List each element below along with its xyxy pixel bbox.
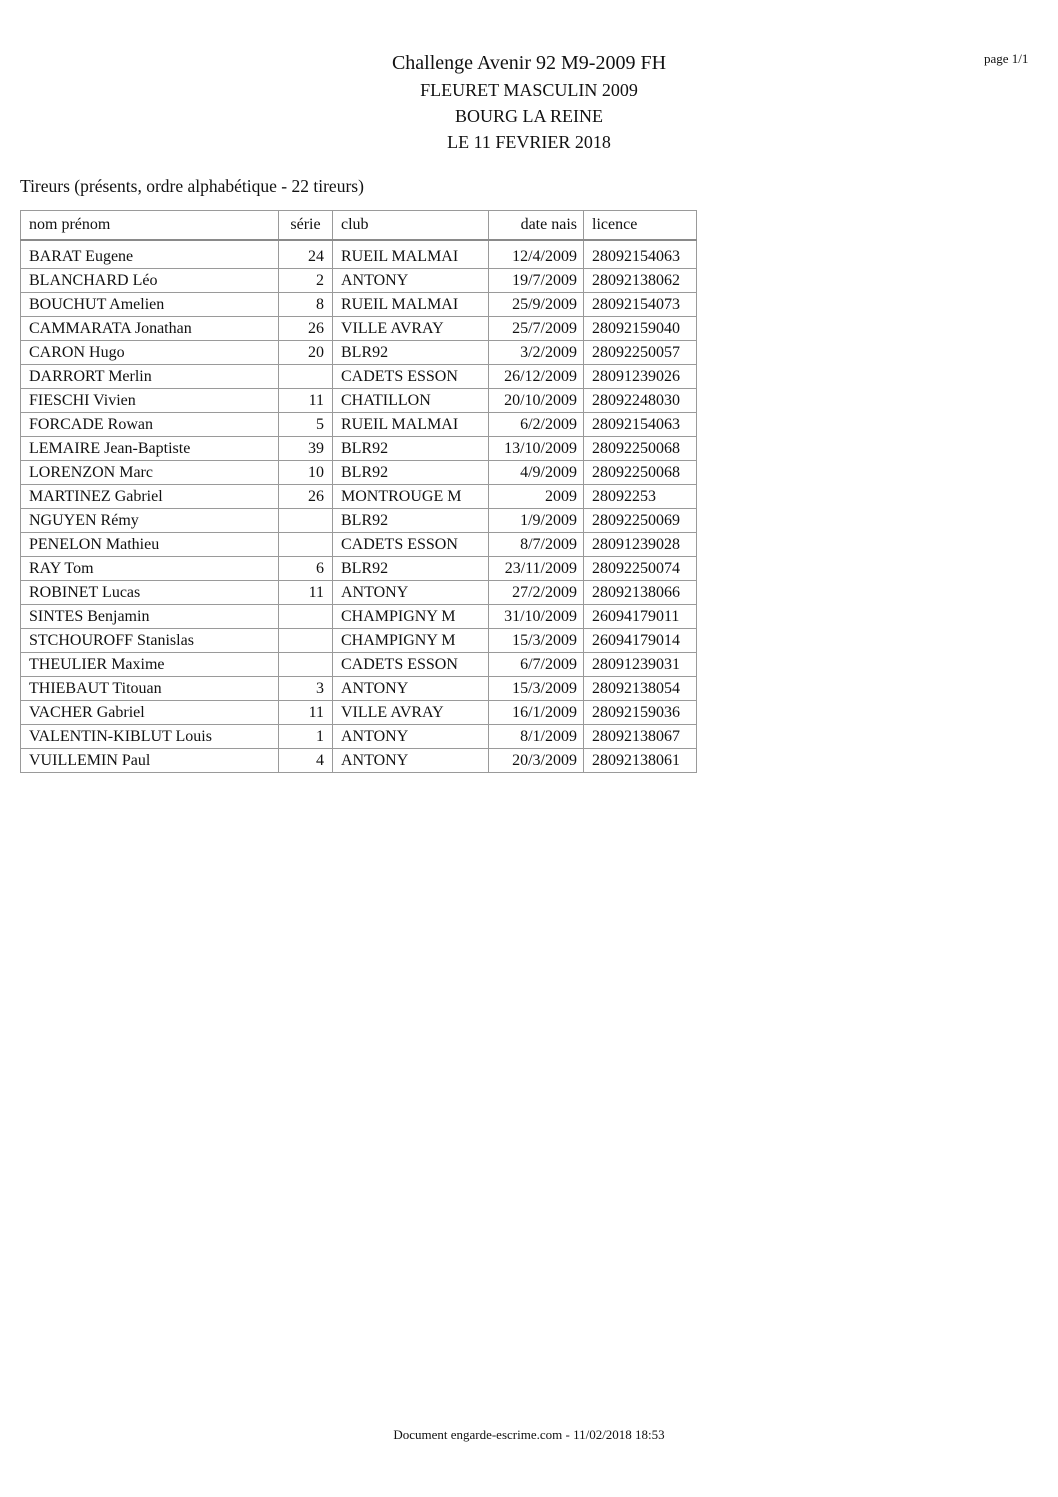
cell-name: BARAT Eugene	[21, 240, 279, 269]
table-row	[21, 413, 697, 437]
cell-birthdate: 20/10/2009	[489, 389, 584, 413]
cell-serie: 1	[279, 725, 333, 749]
table-header-row	[21, 211, 697, 241]
table-row	[21, 533, 697, 557]
cell-club: MONTROUGE M	[333, 485, 489, 509]
table-row	[21, 629, 697, 653]
table-row	[21, 677, 697, 701]
table-row	[21, 701, 697, 725]
cell-club: BLR92	[333, 557, 489, 581]
cell-licence: 26094179014	[584, 629, 697, 653]
cell-serie: 4	[279, 749, 333, 773]
cell-birthdate: 25/7/2009	[489, 317, 584, 341]
cell-licence: 28092250069	[584, 509, 697, 533]
event-name: FLEURET MASCULIN 2009	[420, 80, 638, 100]
table-row	[21, 653, 697, 677]
table-row	[21, 581, 697, 605]
cell-club: CADETS ESSON	[333, 653, 489, 677]
cell-birthdate: 8/7/2009	[489, 533, 584, 557]
cell-club: RUEIL MALMAI	[333, 413, 489, 437]
cell-licence: 28092138054	[584, 677, 697, 701]
cell-licence: 28092154063	[584, 240, 697, 269]
cell-name: DARRORT Merlin	[21, 365, 279, 389]
cell-birthdate: 15/3/2009	[489, 677, 584, 701]
cell-name: VALENTIN-KIBLUT Louis	[21, 725, 279, 749]
cell-serie: 11	[279, 581, 333, 605]
table-row	[21, 749, 697, 773]
cell-licence: 28092250068	[584, 461, 697, 485]
cell-serie: 11	[279, 389, 333, 413]
cell-birthdate: 26/12/2009	[489, 365, 584, 389]
cell-club: BLR92	[333, 461, 489, 485]
cell-club: BLR92	[333, 437, 489, 461]
cell-name: ROBINET Lucas	[21, 581, 279, 605]
cell-serie	[279, 365, 333, 389]
cell-club: CADETS ESSON	[333, 533, 489, 557]
cell-serie: 6	[279, 557, 333, 581]
cell-name: LORENZON Marc	[21, 461, 279, 485]
column-header-club: club	[333, 211, 489, 241]
cell-birthdate: 12/4/2009	[489, 240, 584, 269]
cell-club: CADETS ESSON	[333, 365, 489, 389]
competition-title: Challenge Avenir 92 M9-2009 FH	[391, 52, 667, 74]
cell-licence: 28092154063	[584, 413, 697, 437]
table-row	[21, 389, 697, 413]
cell-serie	[279, 533, 333, 557]
cell-licence: 28092248030	[584, 389, 697, 413]
cell-birthdate: 19/7/2009	[489, 269, 584, 293]
cell-licence: 28092154073	[584, 293, 697, 317]
cell-serie: 26	[279, 485, 333, 509]
cell-serie: 8	[279, 293, 333, 317]
cell-serie: 10	[279, 461, 333, 485]
cell-name: STCHOUROFF Stanislas	[21, 629, 279, 653]
cell-birthdate: 2009	[489, 485, 584, 509]
cell-birthdate: 1/9/2009	[489, 509, 584, 533]
cell-serie: 24	[279, 240, 333, 269]
cell-licence: 28092159036	[584, 701, 697, 725]
list-subtitle: Tireurs (présents, ordre alphabétique - 22 tireurs)	[20, 176, 364, 196]
column-header-name: nom prénom	[21, 211, 279, 241]
table-row	[21, 509, 697, 533]
table-row	[21, 461, 697, 485]
cell-licence: 28092250057	[584, 341, 697, 365]
cell-club: RUEIL MALMAI	[333, 293, 489, 317]
cell-club: BLR92	[333, 509, 489, 533]
cell-licence: 28092138067	[584, 725, 697, 749]
cell-birthdate: 13/10/2009	[489, 437, 584, 461]
table-row	[21, 341, 697, 365]
column-header-birthdate: date nais	[489, 211, 584, 241]
table-row	[21, 725, 697, 749]
table-row	[21, 293, 697, 317]
cell-birthdate: 6/2/2009	[489, 413, 584, 437]
cell-name: BOUCHUT Amelien	[21, 293, 279, 317]
cell-club: CHAMPIGNY M	[333, 629, 489, 653]
cell-licence: 28091239031	[584, 653, 697, 677]
cell-birthdate: 20/3/2009	[489, 749, 584, 773]
cell-birthdate: 3/2/2009	[489, 341, 584, 365]
cell-club: RUEIL MALMAI	[333, 240, 489, 269]
column-header-serie: série	[279, 211, 333, 241]
cell-name: RAY Tom	[21, 557, 279, 581]
column-header-licence: licence	[584, 211, 697, 241]
cell-licence: 28092250074	[584, 557, 697, 581]
cell-licence: 28091239028	[584, 533, 697, 557]
cell-licence: 28092159040	[584, 317, 697, 341]
event-date: LE 11 FEVRIER 2018	[447, 132, 611, 152]
document-footer: Document engarde-escrime.com - 11/02/2018 18:53	[393, 1427, 665, 1442]
cell-serie	[279, 605, 333, 629]
cell-licence: 28092138062	[584, 269, 697, 293]
cell-name: MARTINEZ Gabriel	[21, 485, 279, 509]
cell-serie: 2	[279, 269, 333, 293]
cell-serie: 3	[279, 677, 333, 701]
cell-licence: 28092253	[584, 485, 697, 509]
cell-serie: 11	[279, 701, 333, 725]
cell-birthdate: 6/7/2009	[489, 653, 584, 677]
cell-licence: 28092138066	[584, 581, 697, 605]
cell-serie: 20	[279, 341, 333, 365]
cell-serie: 5	[279, 413, 333, 437]
document-header	[0, 50, 1058, 155]
cell-licence: 28091239026	[584, 365, 697, 389]
cell-name: THIEBAUT Titouan	[21, 677, 279, 701]
cell-club: ANTONY	[333, 749, 489, 773]
cell-serie	[279, 509, 333, 533]
cell-serie: 39	[279, 437, 333, 461]
cell-birthdate: 31/10/2009	[489, 605, 584, 629]
cell-name: CARON Hugo	[21, 341, 279, 365]
table-row	[21, 365, 697, 389]
fencers-table	[20, 210, 697, 773]
cell-club: ANTONY	[333, 269, 489, 293]
cell-name: VUILLEMIN Paul	[21, 749, 279, 773]
cell-club: ANTONY	[333, 581, 489, 605]
cell-birthdate: 23/11/2009	[489, 557, 584, 581]
table-row	[21, 485, 697, 509]
cell-name: SINTES Benjamin	[21, 605, 279, 629]
cell-club: VILLE AVRAY	[333, 701, 489, 725]
cell-name: FIESCHI Vivien	[21, 389, 279, 413]
table-row	[21, 605, 697, 629]
table-row	[21, 437, 697, 461]
cell-club: ANTONY	[333, 725, 489, 749]
table-body	[21, 240, 697, 773]
table-row	[21, 269, 697, 293]
cell-birthdate: 27/2/2009	[489, 581, 584, 605]
cell-serie	[279, 629, 333, 653]
cell-name: CAMMARATA Jonathan	[21, 317, 279, 341]
table-row	[21, 240, 697, 269]
cell-licence: 28092250068	[584, 437, 697, 461]
cell-club: ANTONY	[333, 677, 489, 701]
table-row	[21, 557, 697, 581]
cell-club: CHATILLON	[333, 389, 489, 413]
cell-licence: 28092138061	[584, 749, 697, 773]
cell-name: BLANCHARD Léo	[21, 269, 279, 293]
cell-name: FORCADE Rowan	[21, 413, 279, 437]
event-location: BOURG LA REINE	[455, 106, 603, 126]
cell-name: THEULIER Maxime	[21, 653, 279, 677]
cell-club: VILLE AVRAY	[333, 317, 489, 341]
page-number: page 1/1	[984, 51, 1029, 66]
cell-serie	[279, 653, 333, 677]
table-row	[21, 317, 697, 341]
cell-name: LEMAIRE Jean-Baptiste	[21, 437, 279, 461]
cell-licence: 26094179011	[584, 605, 697, 629]
cell-name: NGUYEN Rémy	[21, 509, 279, 533]
cell-name: VACHER Gabriel	[21, 701, 279, 725]
cell-birthdate: 16/1/2009	[489, 701, 584, 725]
cell-serie: 26	[279, 317, 333, 341]
cell-club: CHAMPIGNY M	[333, 605, 489, 629]
cell-club: BLR92	[333, 341, 489, 365]
cell-birthdate: 4/9/2009	[489, 461, 584, 485]
cell-birthdate: 8/1/2009	[489, 725, 584, 749]
cell-name: PENELON Mathieu	[21, 533, 279, 557]
cell-birthdate: 25/9/2009	[489, 293, 584, 317]
cell-birthdate: 15/3/2009	[489, 629, 584, 653]
